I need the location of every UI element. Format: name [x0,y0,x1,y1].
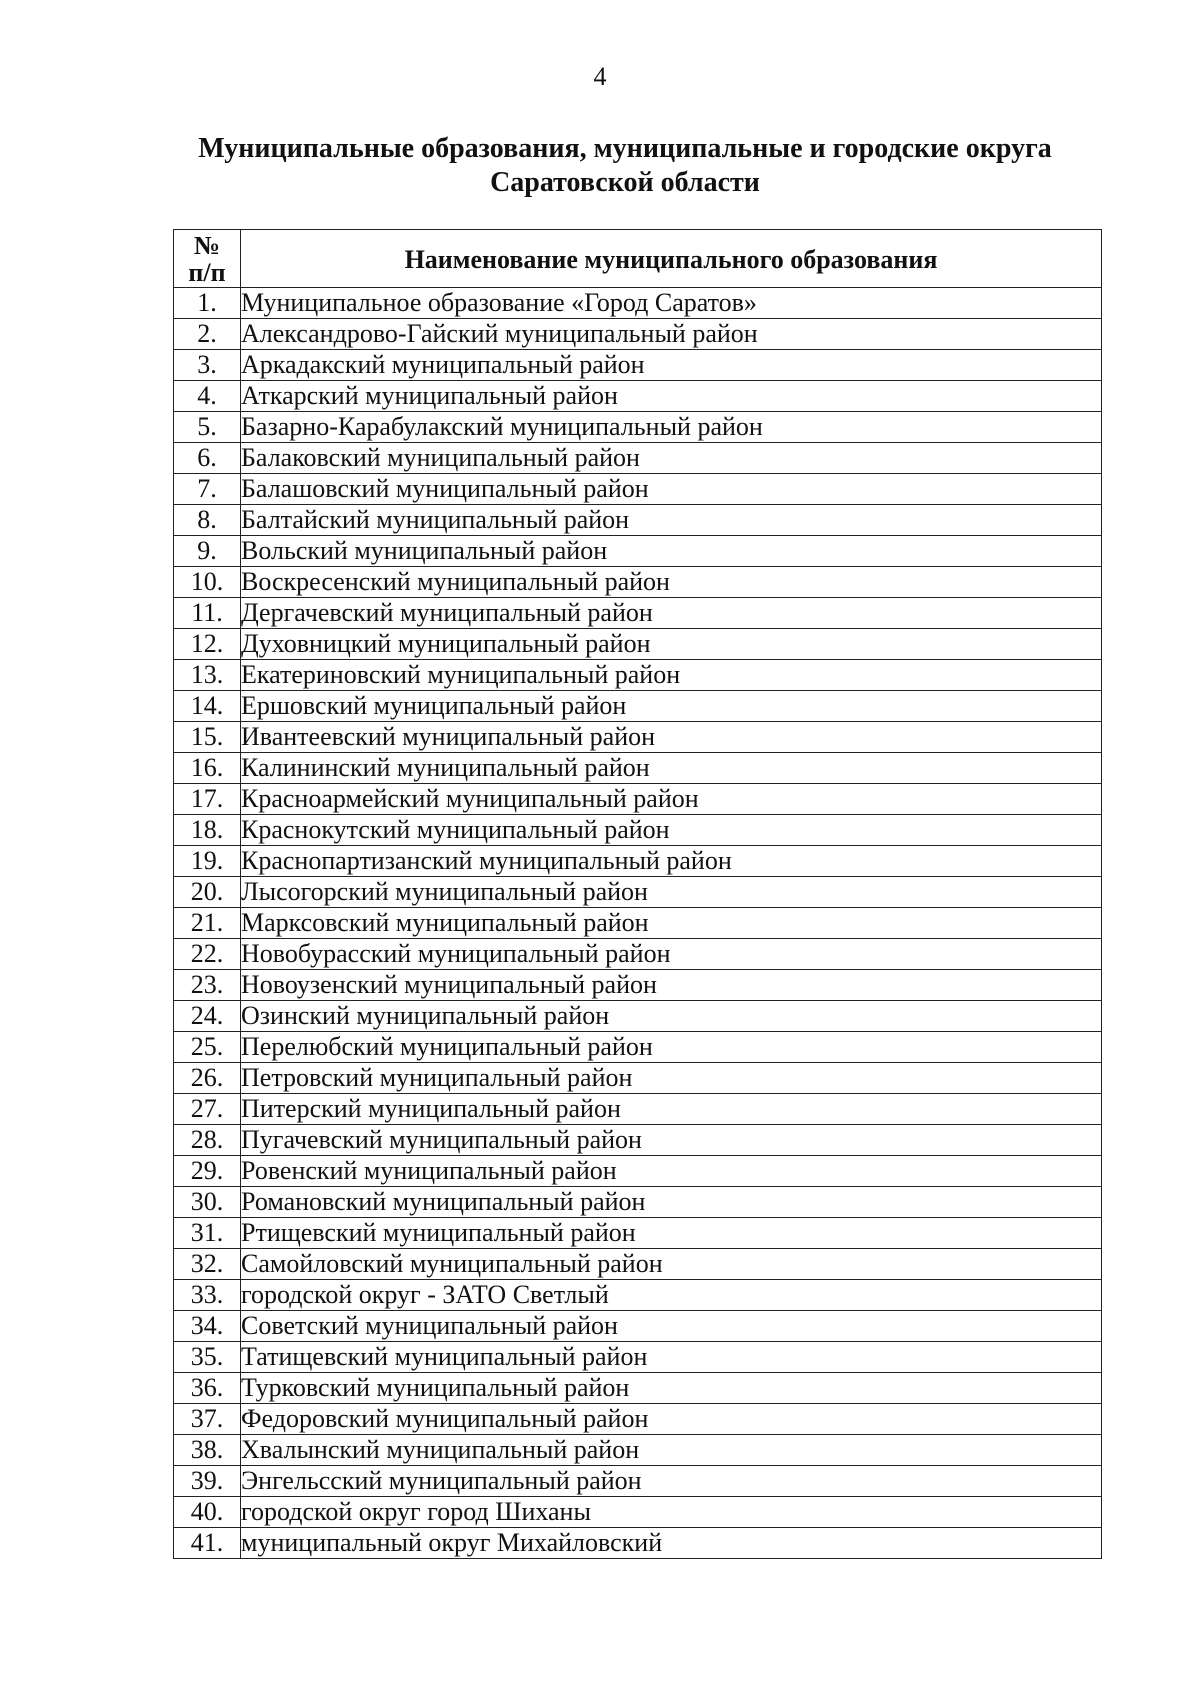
document-title [120,132,1130,200]
row-name: Калининский муниципальный район [241,753,1102,784]
table-row [174,629,1102,660]
row-name: Самойловский муниципальный район [241,1249,1102,1280]
row-number: 14. [174,691,241,722]
row-name: Советский муниципальный район [241,1311,1102,1342]
row-number: 6. [174,443,241,474]
row-name: Романовский муниципальный район [241,1187,1102,1218]
row-name: Краснокутский муниципальный район [241,815,1102,846]
row-number: 27. [174,1094,241,1125]
row-name: Лысогорский муниципальный район [241,877,1102,908]
table-row [174,1156,1102,1187]
row-name: Ртищевский муниципальный район [241,1218,1102,1249]
row-number: 15. [174,722,241,753]
row-number: 36. [174,1373,241,1404]
table-row [174,1528,1102,1559]
row-name: Федоровский муниципальный район [241,1404,1102,1435]
row-name: Озинский муниципальный район [241,1001,1102,1032]
table-row [174,1497,1102,1528]
row-name: Аркадакский муниципальный район [241,350,1102,381]
header-name-label: Наименование муниципального образования [404,244,938,274]
row-name: Новоузенский муниципальный район [241,970,1102,1001]
table-row [174,660,1102,691]
table-row [174,722,1102,753]
row-number: 29. [174,1156,241,1187]
row-name: Балтайский муниципальный район [241,505,1102,536]
row-name: Ершовский муниципальный район [241,691,1102,722]
table-row [174,1187,1102,1218]
header-name [241,230,1102,288]
row-number: 18. [174,815,241,846]
table-row [174,1249,1102,1280]
row-number: 32. [174,1249,241,1280]
row-name: Ровенский муниципальный район [241,1156,1102,1187]
row-number: 21. [174,908,241,939]
row-number: 39. [174,1466,241,1497]
row-number: 16. [174,753,241,784]
table-row [174,1001,1102,1032]
row-name: Балашовский муниципальный район [241,474,1102,505]
row-name: городской округ город Шиханы [241,1497,1102,1528]
row-name: Аткарский муниципальный район [241,381,1102,412]
table-row [174,1280,1102,1311]
row-name: Духовницкий муниципальный район [241,629,1102,660]
table-row [174,877,1102,908]
row-number: 5. [174,412,241,443]
table-row [174,1218,1102,1249]
title-line-1: Муниципальные образования, муниципальные и городские округа [198,133,1052,164]
table-row [174,1466,1102,1497]
table-row [174,536,1102,567]
row-number: 26. [174,1063,241,1094]
table-row [174,753,1102,784]
table-row [174,1063,1102,1094]
row-name: муниципальный округ Михайловский [241,1528,1102,1559]
table-row [174,1373,1102,1404]
table-row [174,567,1102,598]
row-name: Пугачевский муниципальный район [241,1125,1102,1156]
row-number: 8. [174,505,241,536]
table-row [174,970,1102,1001]
table-row [174,908,1102,939]
page-number: 4 [593,62,607,91]
table-row [174,815,1102,846]
table-header-row [174,230,1102,288]
row-name: Хвалынский муниципальный район [241,1435,1102,1466]
row-number: 30. [174,1187,241,1218]
table-row [174,381,1102,412]
row-name: Вольский муниципальный район [241,536,1102,567]
row-number: 10. [174,567,241,598]
table-row [174,1094,1102,1125]
row-name: Муниципальное образование «Город Саратов» [241,288,1102,319]
row-name: Александрово-Гайский муниципальный район [241,319,1102,350]
row-number: 41. [174,1528,241,1559]
row-name: Базарно-Карабулакский муниципальный район [241,412,1102,443]
table-body [174,288,1102,1559]
table-row [174,288,1102,319]
row-name: Воскресенский муниципальный район [241,567,1102,598]
row-number: 1. [174,288,241,319]
row-name: Питерский муниципальный район [241,1094,1102,1125]
row-number: 31. [174,1218,241,1249]
row-number: 28. [174,1125,241,1156]
table-row [174,846,1102,877]
row-name: Татищевский муниципальный район [241,1342,1102,1373]
table-row [174,598,1102,629]
table-row [174,1435,1102,1466]
row-name: Балаковский муниципальный район [241,443,1102,474]
table-row [174,1032,1102,1063]
row-name: Ивантеевский муниципальный район [241,722,1102,753]
table-row [174,319,1102,350]
row-name: Дергачевский муниципальный район [241,598,1102,629]
row-number: 38. [174,1435,241,1466]
row-name: Энгельсский муниципальный район [241,1466,1102,1497]
row-number: 37. [174,1404,241,1435]
row-number: 9. [174,536,241,567]
table-row [174,443,1102,474]
row-name: Марксовский муниципальный район [241,908,1102,939]
row-number: 35. [174,1342,241,1373]
row-number: 17. [174,784,241,815]
row-number: 11. [174,598,241,629]
row-name: Петровский муниципальный район [241,1063,1102,1094]
row-name: Турковский муниципальный район [241,1373,1102,1404]
row-number: 22. [174,939,241,970]
table-row [174,1311,1102,1342]
row-number: 7. [174,474,241,505]
header-number-sign: № [193,230,221,260]
table-row [174,474,1102,505]
row-number: 25. [174,1032,241,1063]
row-number: 20. [174,877,241,908]
row-number: 19. [174,846,241,877]
row-name: Екатериновский муниципальный район [241,660,1102,691]
header-number-abbr: п/п [188,257,226,287]
header-number [174,230,241,288]
municipalities-table [173,229,1102,1559]
row-number: 4. [174,381,241,412]
table-row [174,1404,1102,1435]
row-number: 12. [174,629,241,660]
table-row [174,412,1102,443]
title-line-2: Саратовской области [490,167,760,198]
table-row [174,939,1102,970]
table-row [174,350,1102,381]
table-row [174,1125,1102,1156]
row-name: Краснопартизанский муниципальный район [241,846,1102,877]
row-name: Перелюбский муниципальный район [241,1032,1102,1063]
row-number: 23. [174,970,241,1001]
table-row [174,691,1102,722]
table-row [174,784,1102,815]
row-number: 33. [174,1280,241,1311]
row-number: 3. [174,350,241,381]
row-name: городской округ - ЗАТО Светлый [241,1280,1102,1311]
table-row [174,505,1102,536]
row-name: Новобурасский муниципальный район [241,939,1102,970]
row-number: 2. [174,319,241,350]
row-number: 24. [174,1001,241,1032]
row-number: 40. [174,1497,241,1528]
row-number: 34. [174,1311,241,1342]
table-row [174,1342,1102,1373]
row-name: Красноармейский муниципальный район [241,784,1102,815]
row-number: 13. [174,660,241,691]
